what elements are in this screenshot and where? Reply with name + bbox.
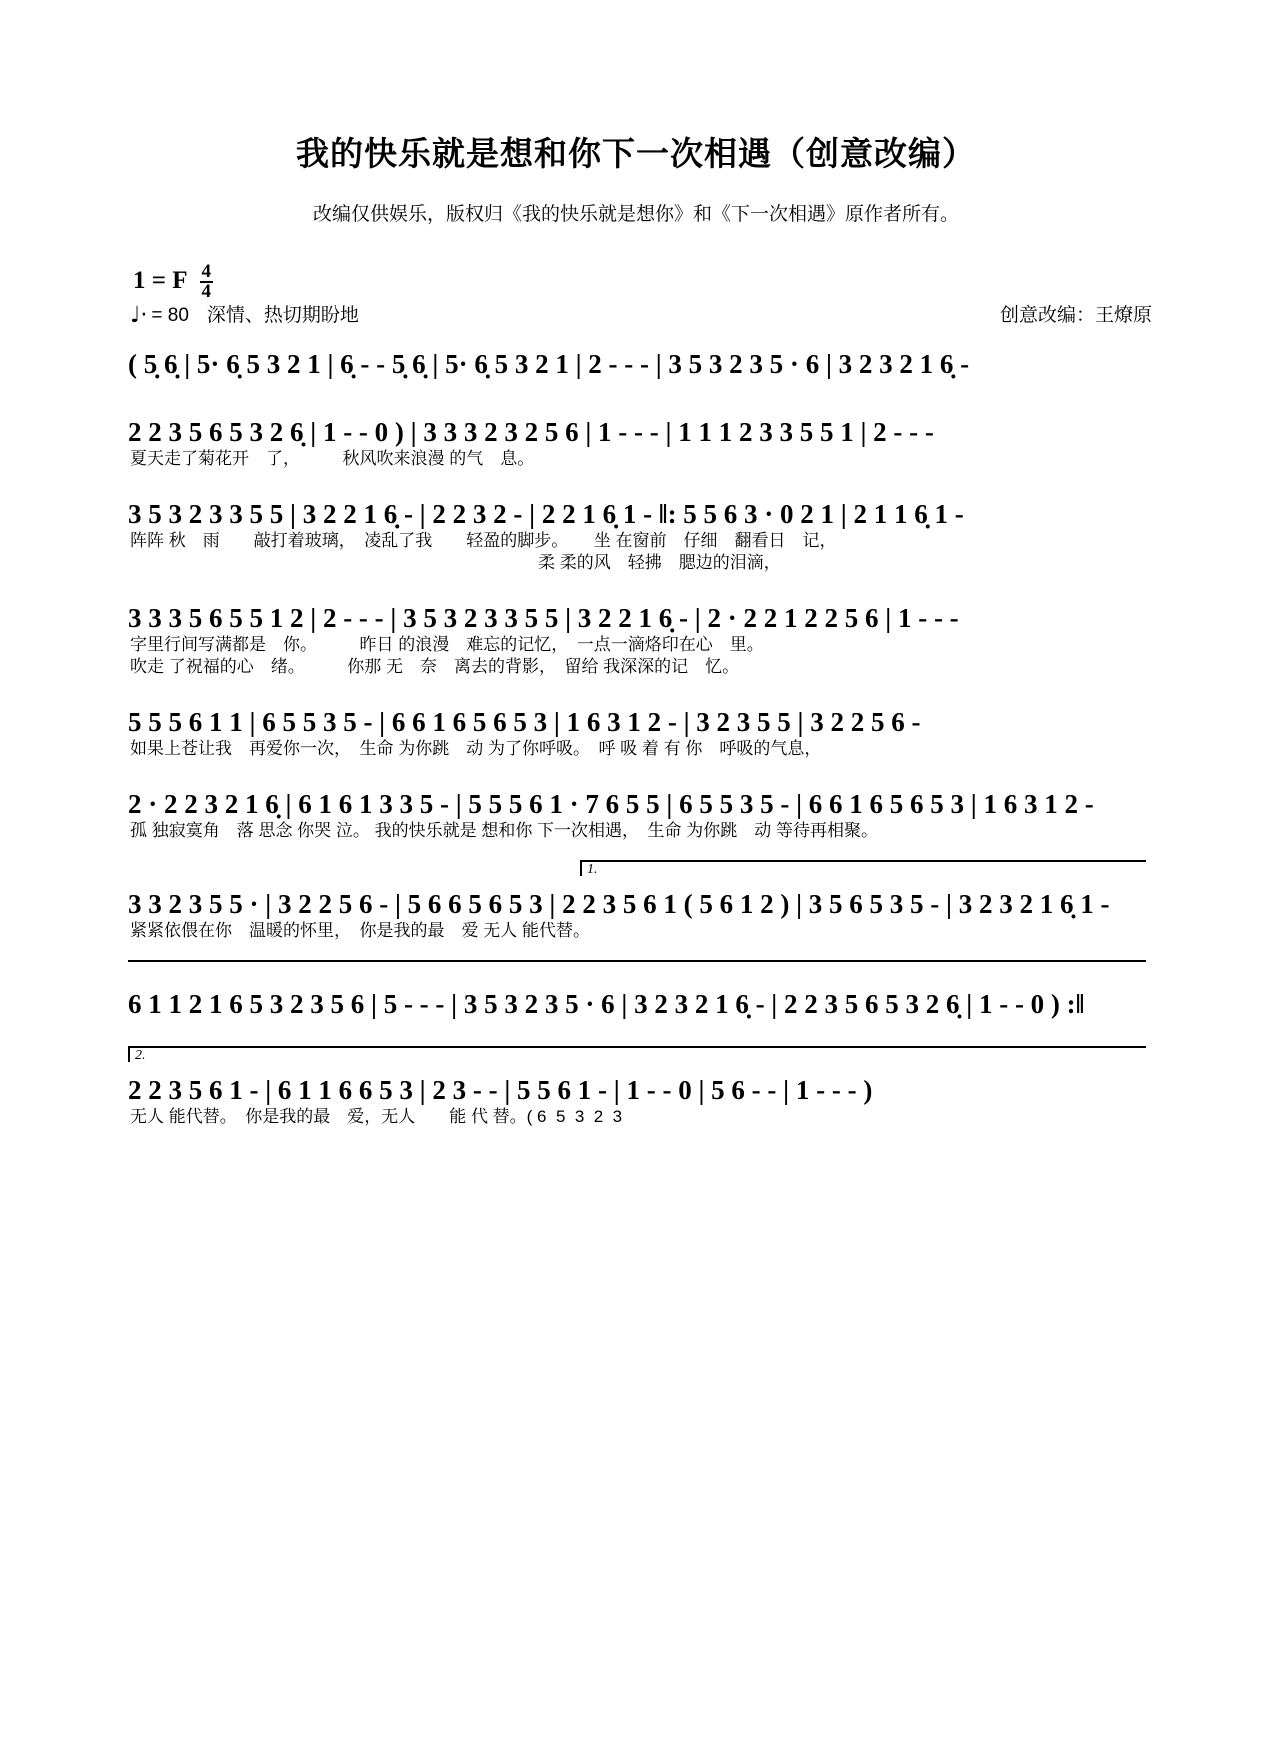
- staff-line-5: [0, 694, 1272, 776]
- time-signature: [200, 263, 214, 301]
- staff-line-9: [0, 1044, 1272, 1130]
- lyrics-verse-1: 字里行间写满都是 你。 昨日 的浪漫 难忘的记忆， 一点一滴烙印在心 里。: [130, 635, 764, 654]
- copyright-subtitle: 改编仅供娱乐，版权归《我的快乐就是想你》和《下一次相遇》原作者所有。: [312, 204, 959, 225]
- tempo-value: = 80: [151, 305, 189, 326]
- lyrics-verse-2: 柔 柔的风 轻拂 腮边的泪滴，: [130, 553, 781, 572]
- staff-line-4: [0, 590, 1272, 694]
- notation-row: 2 · 2 2 3 2 1 6̣ | 6 1 6 1 3 3 5 - | 5 5 5 6 1 · 7 6 5 5 | 6 5 5 3 5 - | 6 6 1 6 5 6 5 3 | 1 6 3 1 2 -: [128, 789, 1094, 819]
- notation-row: 6 1 1 2 1 6 5 3 2 3 5 6 | 5 - - - | 3 5 3 2 3 5 · 6 | 3 2 3 2 1 6̣ - | 2 2 3 5 6 5 3 2 6̣ | 1 - - 0 ) :‖: [128, 989, 1085, 1019]
- time-denominator: 4: [201, 281, 212, 303]
- staff-line-2: [0, 404, 1272, 486]
- lyrics-verse-1: 孤 独寂寞角 落 思念 你哭 泣。 我的快乐就是 想和你 下一次相遇， 生命 为你跳 动 等待再相聚。: [130, 821, 879, 840]
- tempo-marking: [130, 300, 359, 327]
- notation-row: 3 3 2 3 5 5 · | 3 2 2 5 6 - | 5 6 6 5 6 5 3 | 2 2 3 5 6 1 ( 5 6 1 2 ) | 3 5 6 5 3 5 - | 3 2 3 2 1 6̣ 1 -: [128, 889, 1110, 919]
- page-title: 我的快乐就是想和你下一次相遇（创意改编）: [296, 135, 976, 172]
- time-numerator: 4: [201, 261, 212, 282]
- volta-bracket-1: 1.: [580, 860, 1146, 876]
- notation-row: 3 5 3 2 3 3 5 5 | 3 2 2 1 6̣ - | 2 2 3 2 - | 2 2 1 6̣ 1 - ‖: 5 5 6 3 · 0 2 1 | 2 1 1 6̣ 1 -: [128, 499, 964, 529]
- notation-row: 2 2 3 5 6 5 3 2 6̣ | 1 - - 0 ) | 3 3 3 2 3 2 5 6 | 1 - - - | 1 1 1 2 3 3 5 5 1 | 2 - - -: [128, 417, 934, 447]
- expression-marking: 深情、热切期盼地: [206, 305, 359, 326]
- lyrics-verse-2: 吹走 了祝福的心 绪。 你那 无 奈 离去的背影， 留给 我深深的记 忆。: [130, 657, 740, 676]
- key-signature: [133, 261, 213, 303]
- notation-row: 3 3 3 5 6 5 5 1 2 | 2 - - - | 3 5 3 2 3 3 5 5 | 3 2 2 1 6̣ - | 2 · 2 2 1 2 2 5 6 | 1 - - -: [128, 603, 959, 633]
- lyrics-verse-1: 阵阵 秋 雨 敲打着玻璃， 凌乱了我 轻盈的脚步。 坐 在窗前 仔细 翻看日 记，: [130, 531, 837, 550]
- volta-bracket-2: 2.: [128, 1046, 1146, 1062]
- staff-line-1: [0, 336, 1272, 404]
- notation-row: 2 2 3 5 6 1 - | 6 1 1 6 6 5 3 | 2 3 - - | 5 5 6 1 - | 1 - - 0 | 5 6 - - | 1 - - - ): [128, 1075, 873, 1105]
- staff-line-7: [0, 858, 1272, 958]
- key-label: 1 = F: [133, 267, 188, 295]
- lyrics-verse-1: 无人 能代替。 你是我的最 爱，无人 能 代 替。( 6 5 3 2 3: [130, 1107, 623, 1126]
- staff-line-8: [0, 958, 1272, 1044]
- staff-line-3: [0, 486, 1272, 590]
- lyrics-verse-1: 紧紧依偎在你 温暖的怀里， 你是我的最 爱 无人 能代替。: [130, 921, 590, 940]
- arranger-credit: 创意改编：王燎原: [999, 305, 1152, 326]
- notation-row: ( 5̣ 6̣ | 5· 6̣ 5 3 2 1 | 6̣ - - 5̣ 6̣ | 5· 6̣ 5 3 2 1 | 2 - - - | 3 5 3 2 3 5 · 6 | 3 2 3 2 1 6̣ -: [128, 349, 970, 379]
- lyrics-verse-1: 如果上苍让我 再爱你一次， 生命 为你跳 动 为了你呼吸。 呼 吸 着 有 你 呼吸的气息，: [130, 739, 822, 758]
- lyrics-verse-1: 夏天走了菊花开 了， 秋风吹来浪漫 的气 息。: [130, 449, 535, 468]
- notation-row: 5 5 5 6 1 1 | 6 5 5 3 5 - | 6 6 1 6 5 6 5 3 | 1 6 3 1 2 - | 3 2 3 5 5 | 3 2 2 5 6 -: [128, 707, 921, 737]
- score-metadata: [0, 256, 1272, 336]
- quarter-note-icon: ♩·: [130, 303, 148, 328]
- volta-continuation: [128, 960, 1146, 976]
- staff-line-6: [0, 776, 1272, 858]
